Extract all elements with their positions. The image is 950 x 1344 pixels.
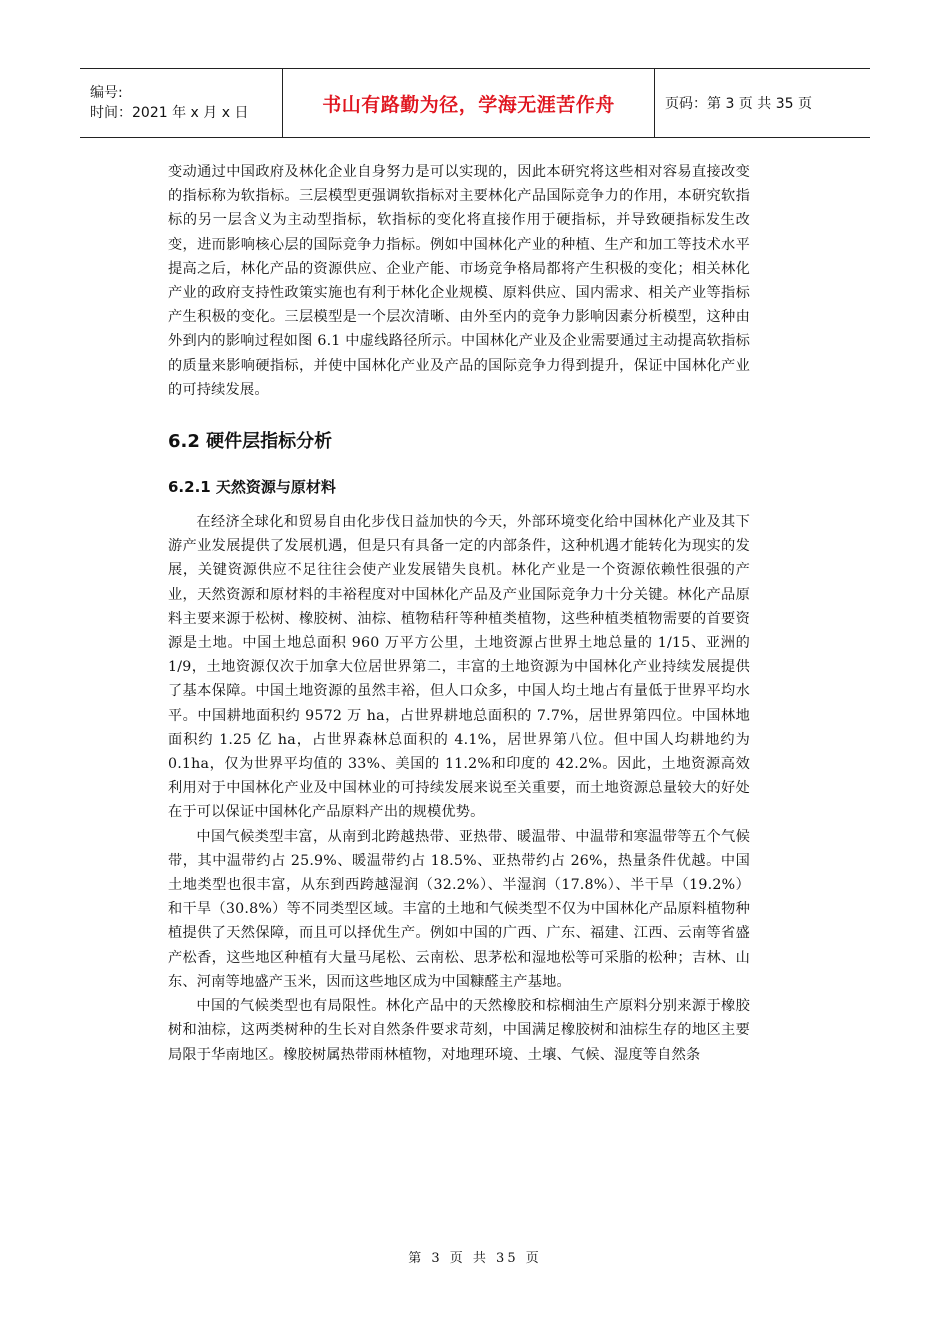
body-paragraph-climate: 中国气候类型丰富，从南到北跨越热带、亚热带、暖温带、中温带和寒温带等五个气候带，其中温带约占 25.9%、暖温带约占 18.5%、亚热带约占 26%，热量条件优越。中国土地类型也很丰富，从东到西跨越湿润（32.2%）、半湿润（17.8%）、半干旱（19.2%）和干旱（30.8%）等不同类型区域。丰富的土地和气候类型不仅为中国林化产品原料植物种植提供了天然保障，而且可以择优生产。例如中国的广西、广东、福建、江西、云南等省盛产松香，这些地区种植有大量马尾松、云南松、思茅松和湿地松等可采脂的松种；吉林、山东、河南等地盛产玉米，因而这些地区成为中国糠醛主产基地。 xyxy=(168,828,750,990)
intro-paragraph: 变动通过中国政府及林化企业自身努力是可以实现的，因此本研究将这些相对容易直接改变的指标称为软指标。三层模型更强调软指标对主要林化产品国际竞争力的作用，本研究软指标的另一层含义为主动型指标，软指标的变化将直接作用于硬指标，并导致硬指标发生改变，进而影响核心层的国际竞争力指标。例如中国林化产业的种植、生产和加工等技术水平提高之后，林化产品的资源供应、企业产能、市场竞争格局都将产生积极的变化；相关林化产业的政府支持性政策实施也有利于林化企业规模、原料供应、国内需求、相关产业等指标产生积极的变化。三层模型是一个层次清晰、由外至内的竞争力影响因素分析模型，这种由外到内的影响过程如图 6.1 中虚线路径所示。中国林化产业及企业需要通过主动提高软指标的质量来影响硬指标，并使中国林化产业及产品的国际竞争力得到提升，保证中国林化产业的可持续发展。 xyxy=(168,164,750,398)
subsection-heading: 6.2.1 天然资源与原材料 xyxy=(168,478,336,497)
header-motto: 书山有路勤为径，学海无涯苦作舟 xyxy=(322,93,615,116)
header-meta-cell xyxy=(80,69,283,137)
section-heading: 6.2 硬件层指标分析 xyxy=(168,431,333,453)
page-footer: 第 3 页 共 35 页 xyxy=(408,1251,542,1266)
header-page-cell xyxy=(655,69,870,137)
body-paragraph-land: 在经济全球化和贸易自由化步伐日益加快的今天，外部环境变化给中国林化产业及其下游产业发展提供了发展机遇，但是只有具备一定的内部条件，这种机遇才能转化为现实的发展，关键资源供应不足往往会使产业发展错失良机。林化产业是一个资源依赖性很强的产业，天然资源和原材料的丰裕程度对中国林化产品及产业国际竞争力十分关键。林化产品原料主要来源于松树、橡胶树、油棕、植物秸秆等种植类植物，这些种植类植物需要的首要资源是土地。中国土地总面积 960 万平方公里，土地资源占世界土地总量的 1/15、亚洲的 1/9，土地资源仅次于加拿大位居世界第二，丰富的土地资源为中国林化产业持续发展提供了基本保障。中国土地资源的虽然丰裕，但人口众多，中国人均土地占有量低于世界平均水平。中国耕地面积约 9572 万 ha，占世界耕地总面积的 7.7%，居世界第四位。中国林地面积约 1.25 亿 ha，占世界森林总面积的 4.1%，居世界第八位。但中国人均耕地约为 0.1ha，仅为世界平均值的 33%、美国的 11.2%和印度的 42.2%。因此，土地资源高效利用对于中国林化产业及中国林业的可持续发展来说至关重要，而土地资源总量较大的好处在于可以保证中国林化产品原料产出的规模优势。 xyxy=(168,514,750,821)
document-header xyxy=(80,68,870,138)
body-paragraph-limits: 中国的气候类型也有局限性。林化产品中的天然橡胶和棕榈油生产原料分别来源于橡胶树和油棕，这两类树种的生长对自然条件要求苛刻，中国满足橡胶树和油棕生存的地区主要局限于华南地区。橡胶树属热带雨林植物，对地理环境、土壤、气候、湿度等自然条 xyxy=(168,998,750,1063)
document-number-label: 编号: xyxy=(90,85,123,101)
document-date-label: 时间：2021 年 x 月 x 日 xyxy=(90,105,249,121)
header-motto-cell xyxy=(283,69,655,137)
document-body xyxy=(168,160,750,1067)
header-page-number: 页码：第 3 页 共 35 页 xyxy=(665,96,812,112)
